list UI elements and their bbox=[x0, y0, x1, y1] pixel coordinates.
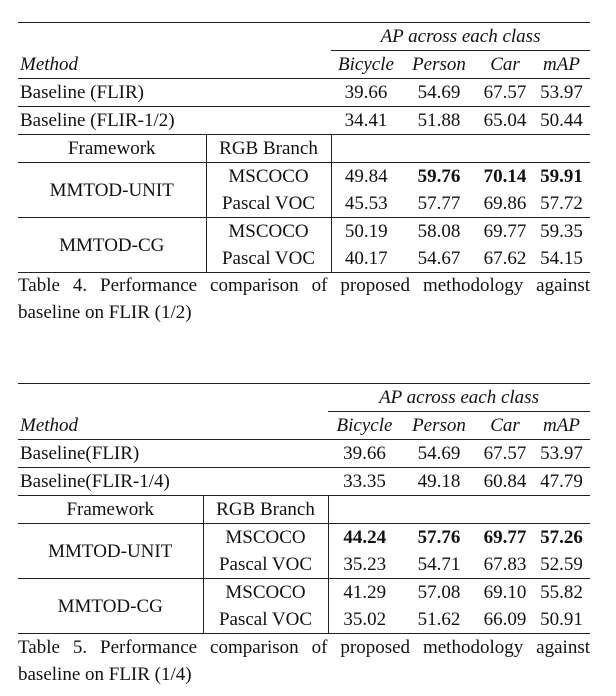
value-cell: 50.19 bbox=[344, 221, 388, 242]
value-cell: 58.08 bbox=[417, 221, 461, 242]
method-header: Method bbox=[18, 51, 331, 79]
value-cell: 49.18 bbox=[401, 468, 477, 496]
value-cell: 35.23 bbox=[328, 551, 401, 579]
rgb-branch-name: MSCOCO bbox=[203, 579, 328, 607]
value-cell: 59.35 bbox=[540, 221, 583, 242]
rgb-branch-name: Pascal VOC bbox=[203, 606, 328, 634]
class-header-map: mAP bbox=[533, 412, 590, 440]
value-cell: 54.69 bbox=[401, 79, 477, 107]
framework-name: MMTOD-UNIT bbox=[18, 524, 203, 579]
rgb-branch-name: Pascal VOC bbox=[206, 190, 331, 218]
framework-name: MMTOD-CG bbox=[18, 579, 203, 634]
rgb-branch-name: MSCOCO bbox=[206, 163, 331, 191]
table-row bbox=[18, 524, 590, 552]
value-cell: 54.15 bbox=[533, 245, 590, 273]
class-header-bicycle: Bicycle bbox=[331, 51, 401, 79]
value-cell-best: 57.76 bbox=[417, 527, 461, 548]
table-row bbox=[18, 163, 590, 191]
value-cell: 39.66 bbox=[331, 79, 401, 107]
value-cell: 60.84 bbox=[477, 468, 533, 496]
results-table-4 bbox=[18, 22, 590, 273]
baseline-name: Baseline (FLIR) bbox=[18, 79, 331, 107]
class-header-car: Car bbox=[477, 51, 533, 79]
table-row bbox=[18, 107, 590, 135]
rgb-branch-name: Pascal VOC bbox=[206, 245, 331, 273]
baseline-name: Baseline(FLIR) bbox=[18, 440, 328, 468]
value-cell: 49.84 bbox=[344, 166, 388, 187]
rgb-branch-name: Pascal VOC bbox=[203, 551, 328, 579]
framework-header: Framework bbox=[18, 135, 206, 163]
rgb-branch-header: RGB Branch bbox=[206, 135, 331, 163]
results-table-5 bbox=[18, 383, 590, 634]
value-cell: 52.59 bbox=[533, 551, 590, 579]
value-cell: 47.79 bbox=[533, 468, 590, 496]
value-cell: 65.04 bbox=[477, 107, 533, 135]
value-cell: 67.57 bbox=[477, 79, 533, 107]
table-row bbox=[18, 440, 590, 468]
method-header: Method bbox=[18, 412, 328, 440]
rgb-branch-header: RGB Branch bbox=[203, 496, 328, 524]
value-cell: 57.72 bbox=[533, 190, 590, 218]
value-cell: 66.09 bbox=[477, 606, 533, 634]
value-cell: 54.69 bbox=[401, 440, 477, 468]
table-row bbox=[18, 579, 590, 607]
baseline-name: Baseline(FLIR-1/4) bbox=[18, 468, 328, 496]
value-cell: 33.35 bbox=[328, 468, 401, 496]
value-cell: 55.82 bbox=[540, 582, 583, 603]
value-cell: 67.83 bbox=[477, 551, 533, 579]
value-cell: 35.02 bbox=[328, 606, 401, 634]
value-cell: 57.77 bbox=[401, 190, 477, 218]
class-header-bicycle: Bicycle bbox=[328, 412, 401, 440]
value-cell: 67.62 bbox=[477, 245, 533, 273]
baseline-name: Baseline (FLIR-1/2) bbox=[18, 107, 331, 135]
class-header-person: Person bbox=[401, 412, 477, 440]
ap-header: AP across each class bbox=[328, 384, 590, 412]
value-cell: 53.97 bbox=[533, 79, 590, 107]
value-cell: 45.53 bbox=[331, 190, 401, 218]
value-cell: 50.91 bbox=[533, 606, 590, 634]
value-cell-best: 69.77 bbox=[483, 527, 527, 548]
table-row bbox=[18, 79, 590, 107]
framework-header-row bbox=[18, 496, 590, 524]
framework-name: MMTOD-CG bbox=[18, 218, 206, 273]
value-cell: 34.41 bbox=[331, 107, 401, 135]
header-row-ap bbox=[18, 23, 590, 51]
rgb-branch-name: MSCOCO bbox=[206, 218, 331, 246]
value-cell-best: 59.76 bbox=[417, 166, 461, 187]
table-4-caption: Table 4. Performance comparison of proposed methodology against baseline on FLIR (1/2) bbox=[18, 275, 590, 323]
value-cell: 53.97 bbox=[533, 440, 590, 468]
value-cell: 67.57 bbox=[477, 440, 533, 468]
ap-header: AP across each class bbox=[331, 23, 590, 51]
value-cell: 41.29 bbox=[343, 582, 387, 603]
header-row-classes bbox=[18, 51, 590, 79]
class-header-person: Person bbox=[401, 51, 477, 79]
value-cell: 54.71 bbox=[401, 551, 477, 579]
value-cell: 54.67 bbox=[401, 245, 477, 273]
value-cell: 39.66 bbox=[328, 440, 401, 468]
value-cell: 40.17 bbox=[331, 245, 401, 273]
header-row-classes bbox=[18, 412, 590, 440]
header-row-ap bbox=[18, 384, 590, 412]
table-5-caption: Table 5. Performance comparison of proposed methodology against baseline on FLIR (1/4) bbox=[18, 637, 590, 685]
framework-header-row bbox=[18, 135, 590, 163]
table-row bbox=[18, 218, 590, 246]
framework-header: Framework bbox=[18, 496, 203, 524]
value-cell-best: 57.26 bbox=[540, 527, 583, 548]
rgb-branch-name: MSCOCO bbox=[203, 524, 328, 552]
table-row bbox=[18, 468, 590, 496]
value-cell-best: 59.91 bbox=[540, 166, 583, 187]
class-header-map: mAP bbox=[533, 51, 590, 79]
value-cell: 51.62 bbox=[401, 606, 477, 634]
value-cell: 69.86 bbox=[477, 190, 533, 218]
value-cell: 69.77 bbox=[483, 221, 527, 242]
value-cell: 51.88 bbox=[401, 107, 477, 135]
value-cell: 50.44 bbox=[533, 107, 590, 135]
value-cell: 69.10 bbox=[483, 582, 527, 603]
class-header-car: Car bbox=[477, 412, 533, 440]
value-cell-best: 44.24 bbox=[343, 527, 387, 548]
value-cell-best: 70.14 bbox=[483, 166, 527, 187]
framework-name: MMTOD-UNIT bbox=[18, 163, 206, 218]
value-cell: 57.08 bbox=[417, 582, 461, 603]
